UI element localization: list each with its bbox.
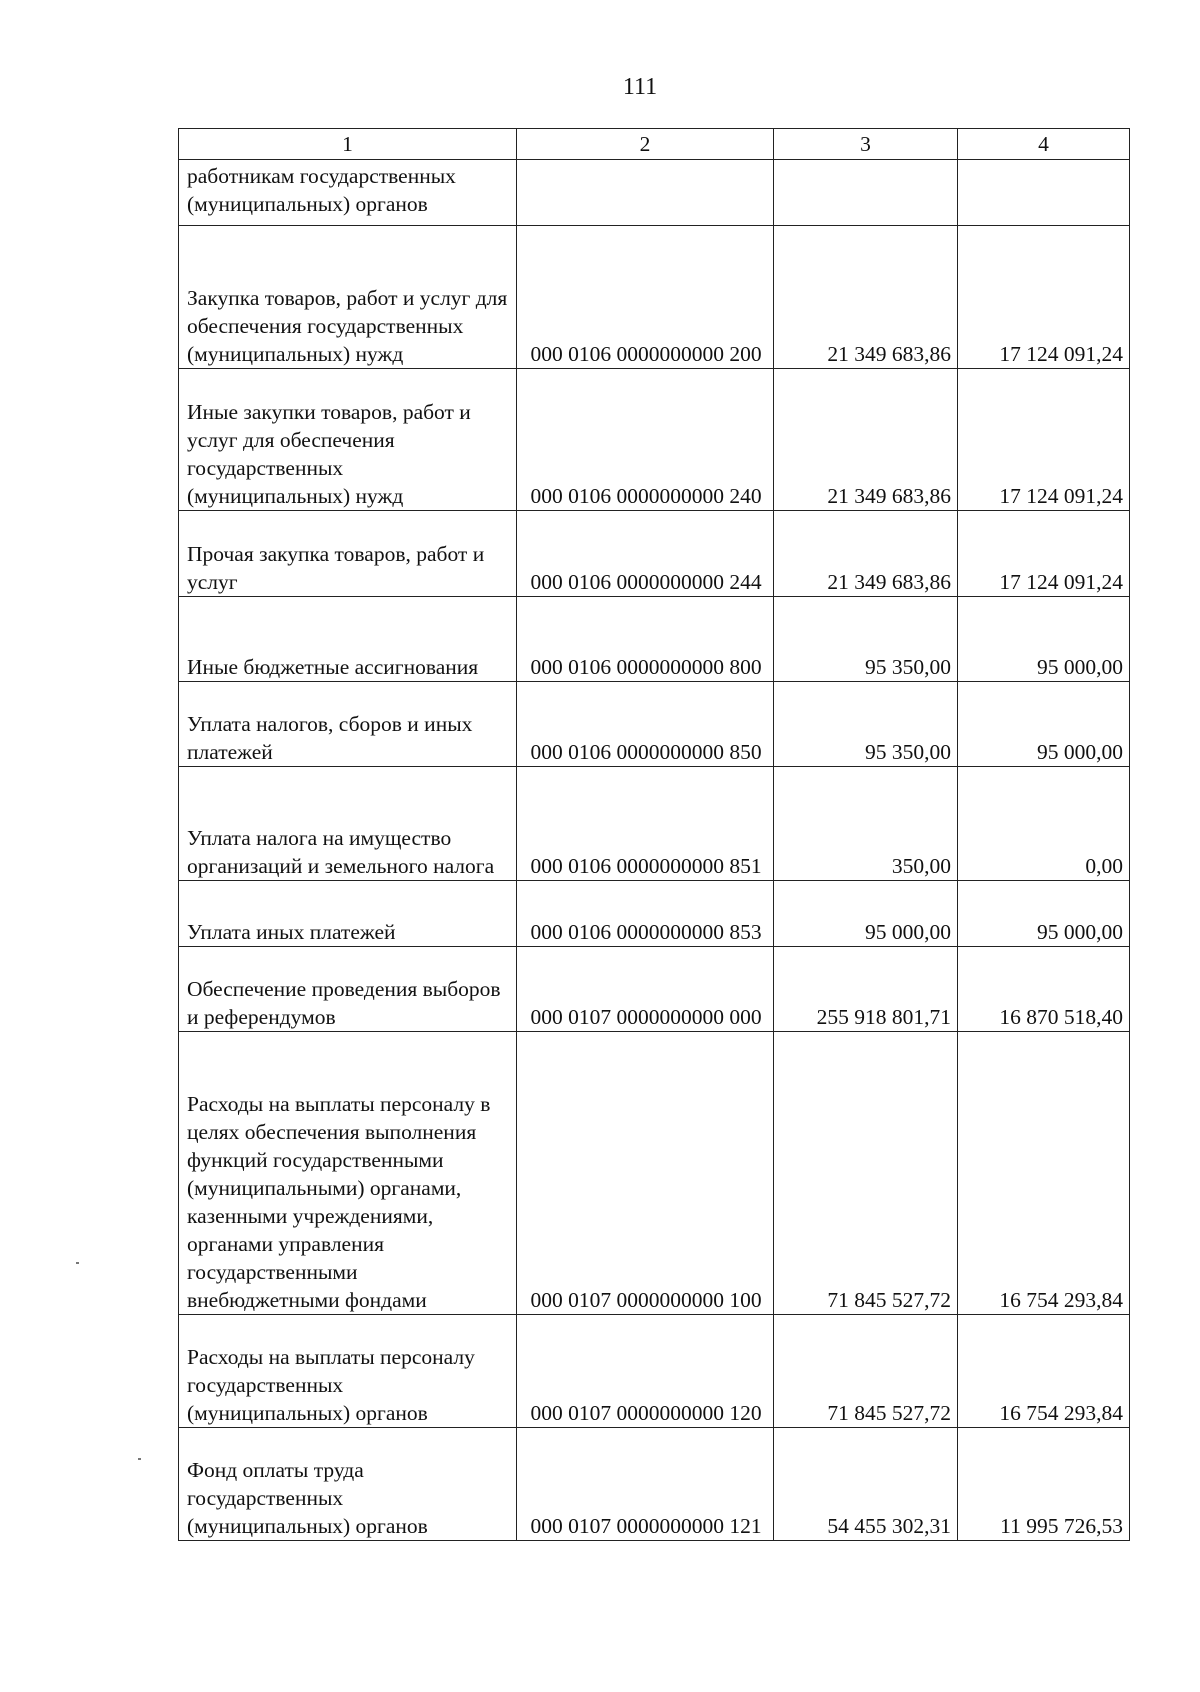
row-value-4: 95 000,00 xyxy=(958,597,1130,682)
budget-table xyxy=(178,128,1130,1541)
row-value-3: 350,00 xyxy=(774,767,958,881)
row-name: Уплата налога на имущество организаций и земельного налога xyxy=(179,767,517,881)
row-name: Фонд оплаты труда государственных (муниципальных) органов xyxy=(179,1428,517,1541)
table-row xyxy=(179,767,1130,881)
row-code: 000 0107 0000000000 121 xyxy=(517,1428,774,1541)
row-value-4: 11 995 726,53 xyxy=(958,1428,1130,1541)
row-value-3 xyxy=(774,160,958,226)
header-col-3: 3 xyxy=(774,129,958,160)
table-row xyxy=(179,597,1130,682)
row-value-3: 21 349 683,86 xyxy=(774,511,958,597)
row-name: Расходы на выплаты персоналу государственных (муниципальных) органов xyxy=(179,1315,517,1428)
row-value-3: 54 455 302,31 xyxy=(774,1428,958,1541)
page-number: 111 xyxy=(622,74,658,100)
row-code: 000 0106 0000000000 853 xyxy=(517,881,774,947)
row-code: 000 0106 0000000000 850 xyxy=(517,682,774,767)
header-col-2: 2 xyxy=(517,129,774,160)
row-name: Закупка товаров, работ и услуг для обеспечения государственных (муниципальных) нужд xyxy=(179,226,517,369)
row-value-4 xyxy=(958,160,1130,226)
row-name: работникам государственных (муниципальных) органов xyxy=(179,160,517,226)
scan-speck xyxy=(138,1458,141,1460)
row-name: Прочая закупка товаров, работ и услуг xyxy=(179,511,517,597)
row-code: 000 0106 0000000000 244 xyxy=(517,511,774,597)
table-row xyxy=(179,226,1130,369)
row-value-4: 0,00 xyxy=(958,767,1130,881)
scan-speck xyxy=(76,1262,79,1264)
row-value-3: 255 918 801,71 xyxy=(774,947,958,1032)
row-value-4: 95 000,00 xyxy=(958,682,1130,767)
row-code: 000 0106 0000000000 800 xyxy=(517,597,774,682)
header-col-4: 4 xyxy=(958,129,1130,160)
row-code: 000 0106 0000000000 851 xyxy=(517,767,774,881)
row-value-4: 16 754 293,84 xyxy=(958,1315,1130,1428)
table-row xyxy=(179,369,1130,511)
table-row xyxy=(179,1032,1130,1315)
row-value-4: 16 870 518,40 xyxy=(958,947,1130,1032)
row-name: Обеспечение проведения выборов и референдумов xyxy=(179,947,517,1032)
table-row xyxy=(179,511,1130,597)
header-col-1: 1 xyxy=(179,129,517,160)
row-code: 000 0107 0000000000 100 xyxy=(517,1032,774,1315)
row-name: Иные закупки товаров, работ и услуг для обеспечения государственных (муниципальных) нужд xyxy=(179,369,517,511)
row-name: Уплата иных платежей xyxy=(179,881,517,947)
row-code: 000 0107 0000000000 120 xyxy=(517,1315,774,1428)
table-row xyxy=(179,1315,1130,1428)
row-value-3: 95 350,00 xyxy=(774,597,958,682)
table-row xyxy=(179,682,1130,767)
table-row xyxy=(179,160,1130,226)
row-value-4: 17 124 091,24 xyxy=(958,369,1130,511)
row-value-4: 17 124 091,24 xyxy=(958,226,1130,369)
row-value-3: 71 845 527,72 xyxy=(774,1032,958,1315)
row-name: Расходы на выплаты персоналу в целях обеспечения выполнения функций государственными (муниципальными) органами, казенными учреждениями, органами управления государственными внебюджетными фондами xyxy=(179,1032,517,1315)
row-value-3: 95 350,00 xyxy=(774,682,958,767)
row-name: Уплата налогов, сборов и иных платежей xyxy=(179,682,517,767)
table-row xyxy=(179,881,1130,947)
row-value-4: 17 124 091,24 xyxy=(958,511,1130,597)
row-code xyxy=(517,160,774,226)
row-value-4: 95 000,00 xyxy=(958,881,1130,947)
row-value-3: 21 349 683,86 xyxy=(774,226,958,369)
table-row xyxy=(179,947,1130,1032)
row-value-4: 16 754 293,84 xyxy=(958,1032,1130,1315)
header-row xyxy=(179,129,1130,160)
row-code: 000 0106 0000000000 240 xyxy=(517,369,774,511)
table-row xyxy=(179,1428,1130,1541)
row-name: Иные бюджетные ассигнования xyxy=(179,597,517,682)
row-code: 000 0107 0000000000 000 xyxy=(517,947,774,1032)
row-value-3: 95 000,00 xyxy=(774,881,958,947)
row-code: 000 0106 0000000000 200 xyxy=(517,226,774,369)
row-value-3: 21 349 683,86 xyxy=(774,369,958,511)
row-value-3: 71 845 527,72 xyxy=(774,1315,958,1428)
